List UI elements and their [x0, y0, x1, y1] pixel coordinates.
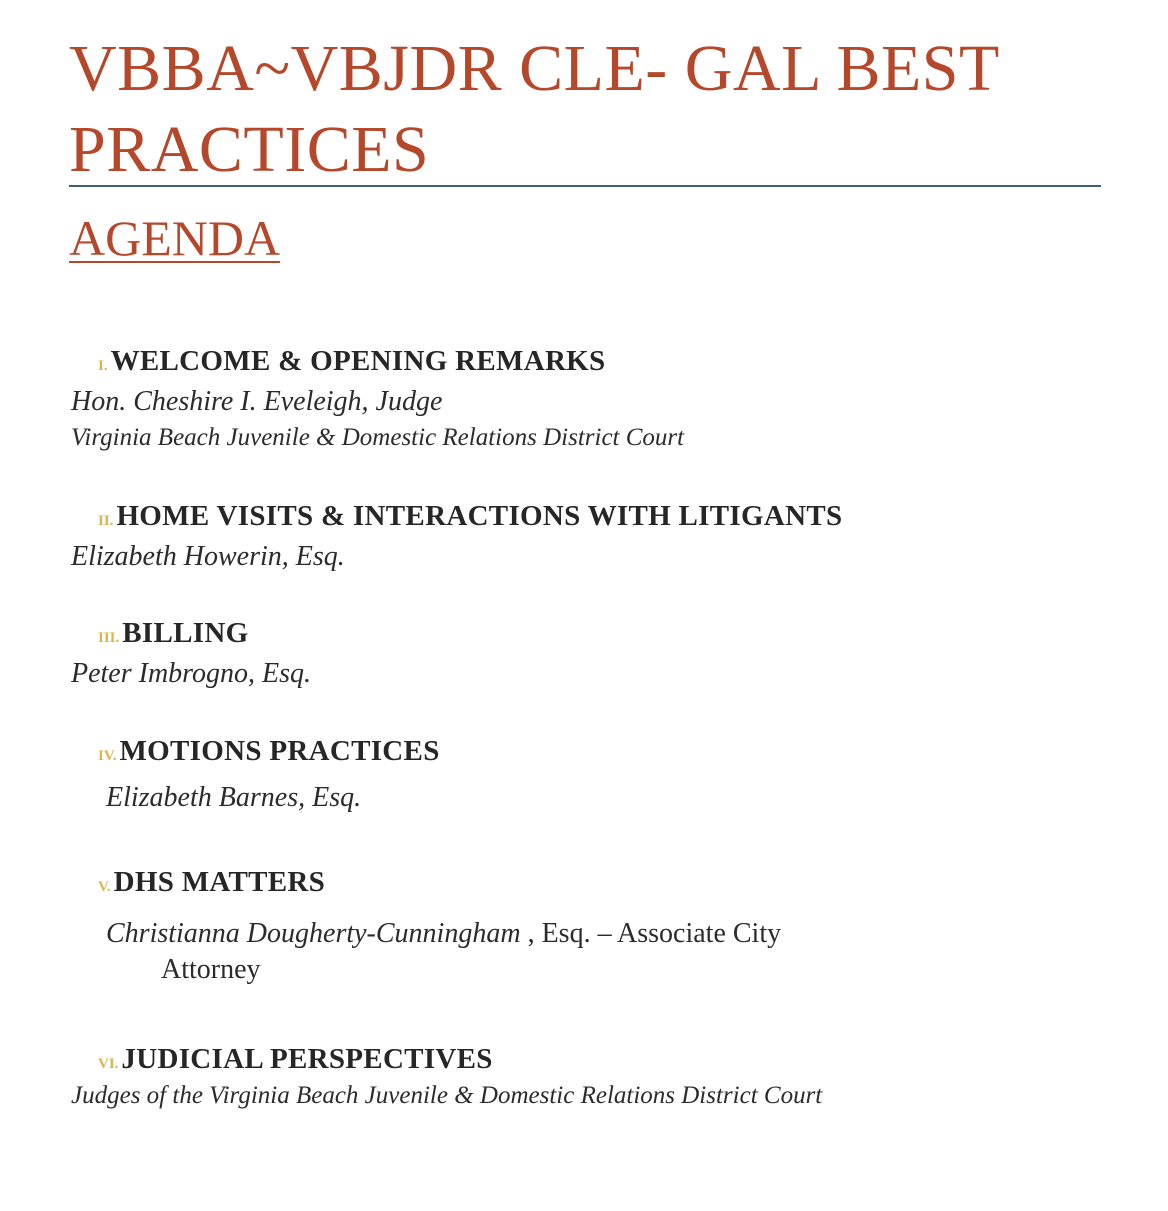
speaker-title: , Esq. – Associate City [527, 918, 782, 949]
item-numeral: III. [98, 630, 120, 646]
agenda-item-dhs [98, 865, 325, 904]
item-numeral: I. [98, 358, 108, 374]
speaker-title-continued: Attorney [161, 954, 261, 985]
item-numeral: V. [98, 879, 111, 895]
item-numeral: VI. [98, 1056, 119, 1072]
speaker-name: Peter Imbrogno, Esq. [71, 658, 312, 689]
agenda-item-welcome [98, 344, 605, 383]
agenda-item-motions [98, 734, 440, 773]
item-title: JUDICIAL PERSPECTIVES [121, 1043, 493, 1075]
agenda-item-billing [98, 616, 248, 655]
speaker-name: Elizabeth Howerin, Esq. [71, 541, 345, 572]
speaker-name: Hon. Cheshire I. Eveleigh, Judge [71, 386, 443, 417]
item-numeral: IV. [98, 748, 117, 764]
item-title: DHS MATTERS [113, 866, 326, 898]
speaker-name: Christianna Dougherty-Cunningham [106, 918, 521, 949]
item-title: MOTIONS PRACTICES [119, 735, 440, 767]
item-numeral: II. [98, 513, 114, 529]
speaker-name: Judges of the Virginia Beach Juvenile & Domestic Relations District Court [71, 1082, 823, 1109]
document-title: VBBA~VBJDR CLE- GAL BEST PRACTICES [69, 32, 999, 186]
agenda-item-home-visits [98, 499, 842, 538]
item-title: WELCOME & OPENING REMARKS [110, 345, 606, 377]
speaker-affiliation: Virginia Beach Juvenile & Domestic Relations District Court [71, 424, 685, 451]
agenda-heading: AGENDA [69, 210, 281, 266]
title-divider [69, 185, 1101, 187]
speaker-name: Elizabeth Barnes, Esq. [106, 782, 362, 813]
speaker-line [106, 916, 781, 952]
item-title: HOME VISITS & INTERACTIONS WITH LITIGANTS [116, 500, 843, 532]
agenda-item-judicial [98, 1042, 493, 1081]
item-title: BILLING [122, 617, 249, 649]
